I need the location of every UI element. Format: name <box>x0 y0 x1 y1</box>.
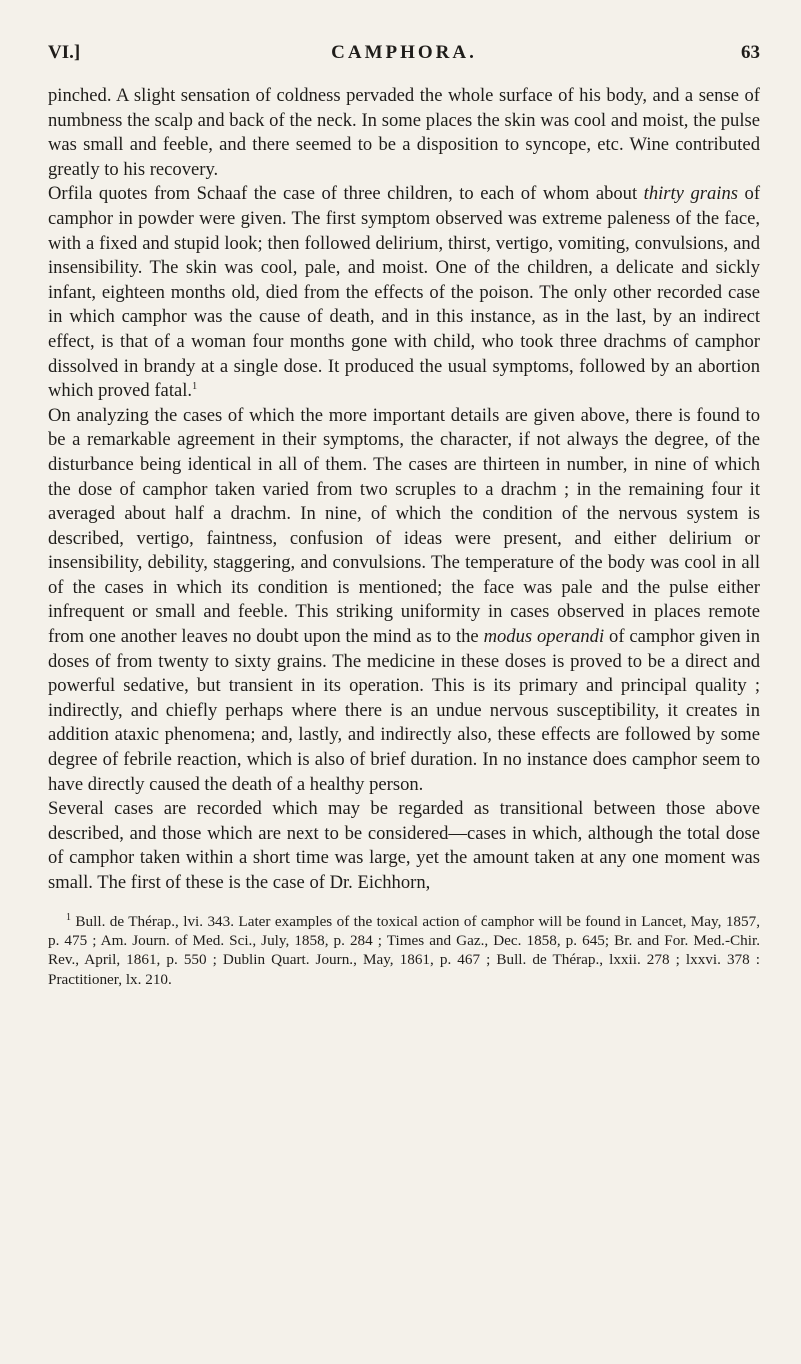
text-run: Orfila quotes from Schaaf the case of three children, to each of whom about <box>48 183 644 205</box>
text-run: pinched. A slight sensation of coldness pervaded the whole surface of his body, and a sense of numbness the scalp and back of the neck. In some places the skin was cool and moist, the pulse was small and feeble, and there seemed to be a disposition to syncope, etc. Wine contributed greatly to his recovery. <box>48 85 760 180</box>
footnote-marker: 1 <box>66 911 71 923</box>
page-header-title: CAMPHORA. <box>331 42 477 63</box>
paragraph <box>48 182 760 403</box>
running-header <box>48 38 760 68</box>
text-run: modus operandi <box>483 626 605 648</box>
footnote-section <box>48 912 760 990</box>
book-page <box>48 38 760 989</box>
body-text <box>48 84 760 896</box>
page-number: 63 <box>741 42 760 63</box>
text-run: thirty grains <box>643 183 738 205</box>
text-run: Several cases are recorded which may be regarded as transitional between those above described, and those which are next to be considered—cases in which, although the total dose of camphor taken within a short time was large, yet the amount taken at any one moment was small. The first of these is the case of Dr. Eichhorn, <box>48 798 760 893</box>
text-run: of camphor in powder were given. The first symptom observed was extreme paleness of the face, with a fixed and stupid look; then followed delirium, thirst, vertigo, vomiting, convulsions, and insensibility. The skin was cool, pale, and moist. One of the children, a delicate and sickly infant, eighteen months old, died from the effects of the poison. The only other recorded case in which camphor was the cause of death, and in this instance, as in the last, by an indirect effect, is that of a woman four months gone with child, who took three drachms of camphor dissolved in brandy at a single dose. It produced the usual symptoms, followed by an abortion which proved fatal. <box>48 183 761 402</box>
text-run: On analyzing the cases of which the more important details are given above, there is found to be a remarkable agreement in their symptoms, the character, if not always the degree, of the disturbance being identical in all of them. The cases are thirteen in number, in nine of which the dose of camphor taken varied from two scruples to a drachm ; in the remaining four it averaged about half a drachm. In nine, of which the condition of the nervous system is described, vertigo, faintness, confusion of ideas were present, and either delirium or insensibility, debility, staggering, and convulsions. The temperature of the body was cool in all of the cases in which its condition is mentioned; the face was pale and the pulse either infrequent or small and feeble. This striking uniformity in cases observed in places remote from one another leaves no doubt upon the mind as to the <box>48 404 760 648</box>
paragraph <box>48 404 760 798</box>
paragraph <box>48 797 760 895</box>
footnote-text: Bull. de Thérap., lvi. 343. Later examples of the toxical action of camphor will be found in Lancet, May, 1857, p. 475 ; Am. Journ. of Med. Sci., July, 1858, p. 284 ; Times and Gaz., Dec. 1858, p. 645; Br. and For. Med.-Chir. Rev., April, 1861, p. 550 ; Dublin Quart. Journ., May, 1861, p. 467 ; Bull. de Thérap., lxxii. 278 ; lxxvi. 378 : Practitioner, lx. 210. <box>48 912 760 988</box>
chapter-label: VI.] <box>48 42 81 63</box>
footnote-reference: 1 <box>192 380 198 392</box>
paragraph <box>48 84 760 182</box>
footnote <box>48 912 760 990</box>
text-run: of camphor given in doses of from twenty to sixty grains. The medicine in these doses is proved to be a direct and powerful sedative, but transient in its operation. This is its primary and principal quality ; indirectly, and chiefly perhaps where there is an undue nervous susceptibility, it creates in addition ataxic phenomena; and, lastly, and indirectly also, these effects are followed by some degree of febrile reaction, which is also of brief duration. In no instance does camphor seem to have directly caused the death of a healthy person. <box>48 626 760 795</box>
